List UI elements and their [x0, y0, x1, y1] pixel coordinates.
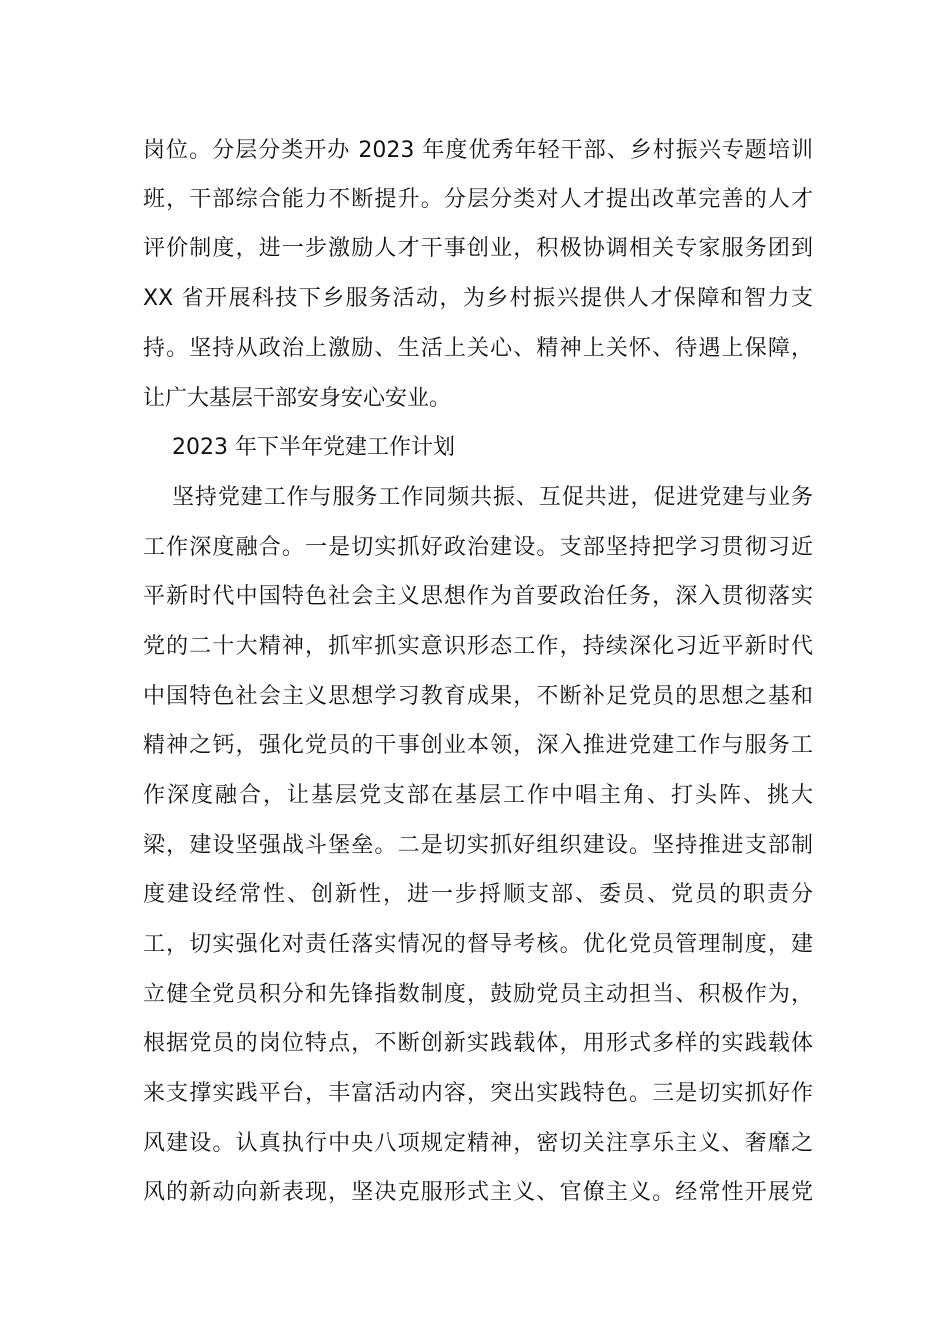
text-line: 根据党员的岗位特点，不断创新实践载体，用形式多样的实践载体 [143, 1031, 813, 1056]
text-line: 班，干部综合能力不断提升。分层分类对人才提出改革完善的人才 [143, 187, 813, 212]
text-line: 平新时代中国特色社会主义思想作为首要政治任务，深入贯彻落实 [143, 584, 813, 609]
text-line: 立健全党员积分和先锋指数制度，鼓励党员主动担当、积极作为， [143, 982, 813, 1007]
text-line: XX 省开展科技下乡服务活动，为乡村振兴提供人才保障和智力支 [143, 286, 813, 311]
text-line: 来支撑实践平台，丰富活动内容，突出实践特色。三是切实抓好作 [143, 1081, 813, 1106]
text-line: 梁，建设坚强战斗堡垒。二是切实抓好组织建设。坚持推进支部制 [143, 833, 813, 858]
text-line: 岗位。分层分类开办 2023 年度优秀年轻干部、乡村振兴专题培训 [143, 138, 813, 163]
section-heading: 2023 年下半年党建工作计划 [172, 435, 455, 460]
text-line: 工作深度融合。一是切实抓好政治建设。支部坚持把学习贯彻习近 [143, 535, 813, 560]
text-line: 让广大基层干部安身安心安业。 [143, 386, 452, 411]
text-line: 作深度融合，让基层党支部在基层工作中唱主角、打头阵、挑大 [143, 783, 813, 808]
text-line: 工，切实强化对责任落实情况的督导考核。优化党员管理制度，建 [143, 932, 813, 957]
text-line: 精神之钙，强化党员的干事创业本领，深入推进党建工作与服务工 [143, 733, 813, 758]
text-line: 坚持党建工作与服务工作同频共振、互促共进，促进党建与业务 [172, 485, 813, 510]
text-line: 风建设。认真执行中央八项规定精神，密切关注享乐主义、奢靡之 [143, 1131, 813, 1156]
text-line: 持。坚持从政治上激励、生活上关心、精神上关怀、待遇上保障， [143, 336, 813, 361]
text-line: 中国特色社会主义思想学习教育成果，不断补足党员的思想之基和 [143, 684, 813, 709]
text-line: 党的二十大精神，抓牢抓实意识形态工作，持续深化习近平新时代 [143, 634, 813, 659]
text-line: 风的新动向新表现，坚决克服形式主义、官僚主义。经常性开展党 [143, 1180, 813, 1205]
text-line: 度建设经常性、创新性，进一步捋顺支部、委员、党员的职责分 [143, 882, 813, 907]
text-line: 评价制度，进一步激励人才干事创业，积极协调相关专家服务团到 [143, 236, 813, 261]
